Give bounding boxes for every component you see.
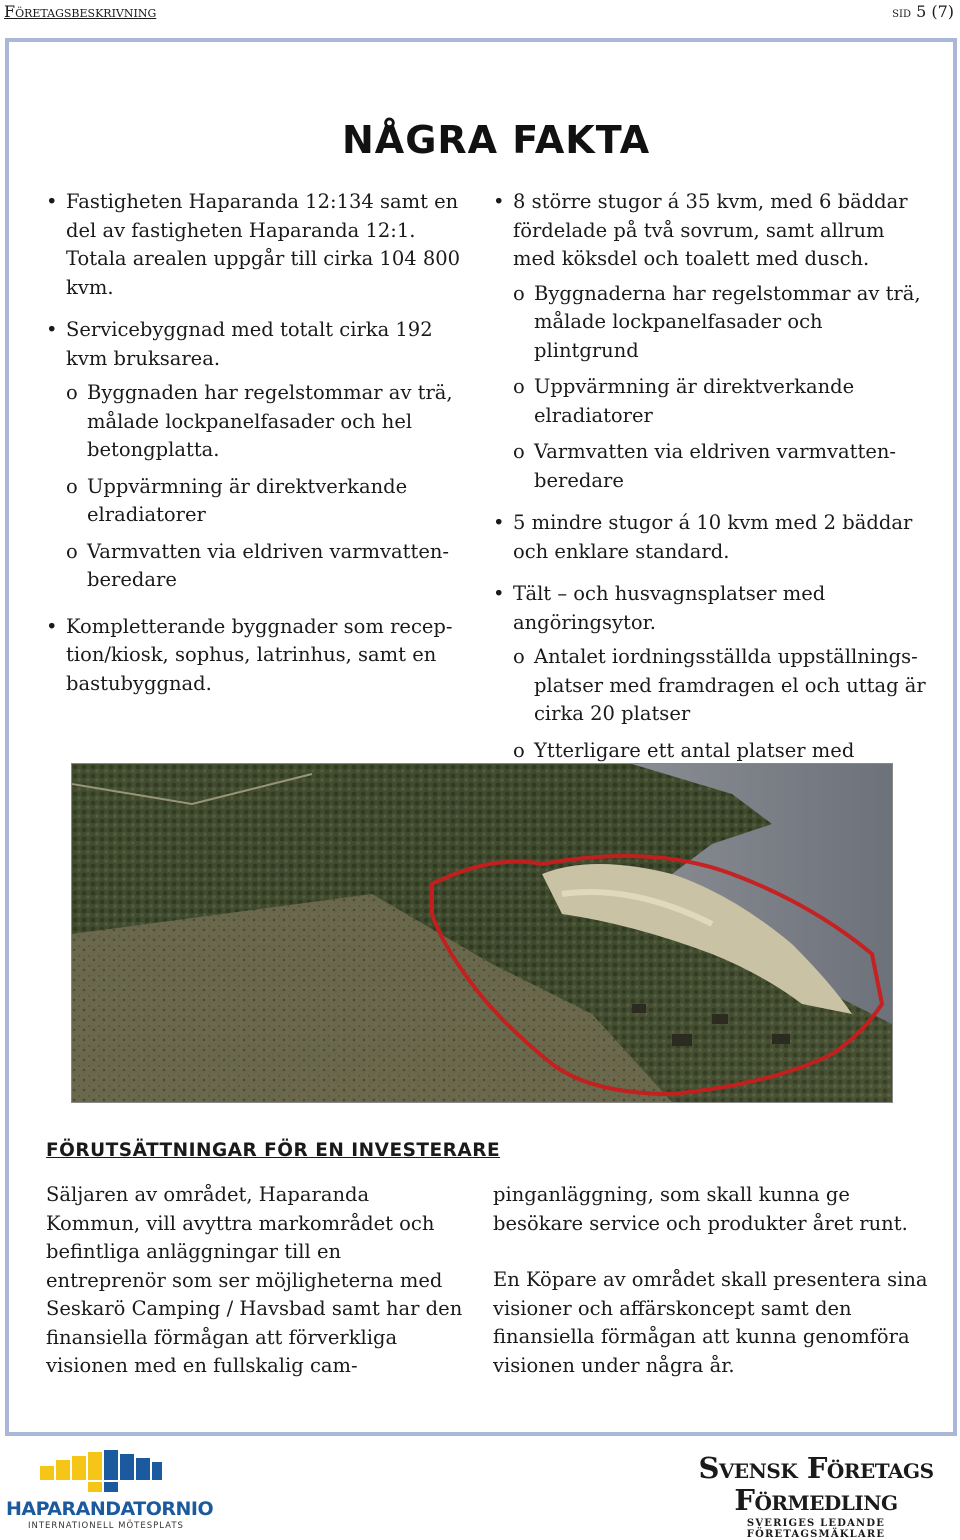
sub-bullet: o <box>513 645 525 668</box>
sub-bullet: o <box>66 381 78 404</box>
paragraph: pinganläggning, som skall kunna ge besökare service och produkter året runt. <box>493 1183 908 1235</box>
list-item <box>493 509 933 566</box>
list-item-text: Servicebyggnad med totalt cirka 192 kvm bruksarea. <box>66 318 433 370</box>
logo-tagline: SVERIGES LEDANDE FÖRETAGSMÄKLARE <box>746 1518 886 1540</box>
facts-left-column <box>46 188 476 712</box>
sub-list-item <box>46 379 476 465</box>
page-title: NÅGRA FAKTA <box>342 118 651 162</box>
list-item <box>493 580 933 637</box>
sub-list-item-text: Uppvärmning är direktverkande elradiatorer <box>534 375 855 427</box>
facts-right-column <box>493 188 933 850</box>
aerial-photo <box>71 763 893 1103</box>
sub-list-item-text: Byggnaden har regelstommar av trä, målade lockpanelfasader och hel betongplatta. <box>87 381 453 461</box>
sub-list-item-text: Varmvatten via eldriven varmvatten- <box>534 440 897 463</box>
sub-list-item-text: Byggnaderna har regelstommar av trä, målade lockpanelfasader och plintgrund <box>534 281 921 362</box>
paragraph: Säljaren av området, Haparanda Kommun, vill avyttra markområdet och befintliga anläggningar till en entreprenör som ser möjligheterna med Seskarö Camping / Havsbad samt har den finansiella förmågan att förverkliga visionen med en fullskalig cam- <box>46 1183 463 1377</box>
page-number: 5 (7) <box>916 2 954 21</box>
section-heading: FÖRUTSÄTTNINGAR FÖR EN INVESTERARE <box>46 1140 501 1161</box>
header-page-number <box>892 2 954 21</box>
list-item-text: tion/kiosk, sophus, latrinhus, samt en bastubyggnad. <box>66 643 437 695</box>
list-item-text: 5 mindre stugor á 10 kvm med 2 bäddar och enklare standard. <box>513 511 913 563</box>
sub-list-item <box>493 280 933 366</box>
sub-list-item-text: Antalet iordningsställda uppställnings- <box>534 645 918 668</box>
sub-list-item-text: Uppvärmning är direktverkande elradiatorer <box>87 474 408 526</box>
list-item <box>46 188 476 302</box>
sub-list-item <box>493 643 933 729</box>
sub-bullet: o <box>513 375 525 398</box>
list-item-text: Tält – och husvagnsplatser med angöringsytor. <box>513 582 826 634</box>
sub-list-item-text: beredare <box>534 468 624 492</box>
sub-list-item <box>493 438 933 495</box>
logo-name: HAPARANDATORNIO <box>6 1498 214 1520</box>
logo-blocks-icon <box>2 1448 202 1498</box>
list-item-text: Fastigheten Haparanda 12:134 samt en del av fastigheten Haparanda 12:1. Totala arealen uppgår till cirka 104 800 kvm. <box>66 190 461 299</box>
logo-line-1: Svensk Företags <box>698 1451 934 1485</box>
list-item-text: Kompletterande byggnader som recep- <box>66 614 453 638</box>
header-doc-title: Företagsbeskrivning <box>4 2 157 21</box>
svensk-foretagsformedling-logo <box>680 1451 952 1540</box>
logo-tagline: INTERNATIONELL MÖTESPLATS <box>28 1521 184 1531</box>
aerial-photo-image <box>72 764 892 1102</box>
sub-list-item-text: Varmvatten via eldriven varmvatten- <box>87 539 450 563</box>
page-label: sid <box>892 5 911 21</box>
sub-bullet: o <box>513 281 525 305</box>
sub-bullet: o <box>513 440 525 463</box>
sub-bullet: o <box>513 738 525 762</box>
haparanda-tornio-logo <box>2 1448 214 1534</box>
paragraph: En Köpare av området skall presentera sina visioner och affärskoncept samt den finansiella förmågan att kunna genomföra visionen under några år. <box>493 1268 928 1377</box>
sub-list-item-text: Ytterligare ett antal platser med <box>534 738 855 762</box>
sub-list-item <box>493 373 933 430</box>
logo-line-2: Förmedling <box>734 1483 898 1517</box>
sub-bullet: o <box>66 539 78 563</box>
sub-list-item-text: beredare <box>87 568 177 591</box>
list-item-text: 8 större stugor á 35 kvm, med 6 bäddar fördelade på två sovrum, samt allrum med köksdel och toalett med dusch. <box>513 190 908 270</box>
sub-bullet: o <box>66 474 78 498</box>
sub-list-item <box>46 473 476 530</box>
list-item <box>493 188 933 274</box>
list-item <box>46 316 476 373</box>
sub-list-item <box>46 538 476 595</box>
sub-list-item-text: platser med framdragen el och uttag är cirka 20 platser <box>534 673 926 725</box>
list-item <box>46 613 476 699</box>
